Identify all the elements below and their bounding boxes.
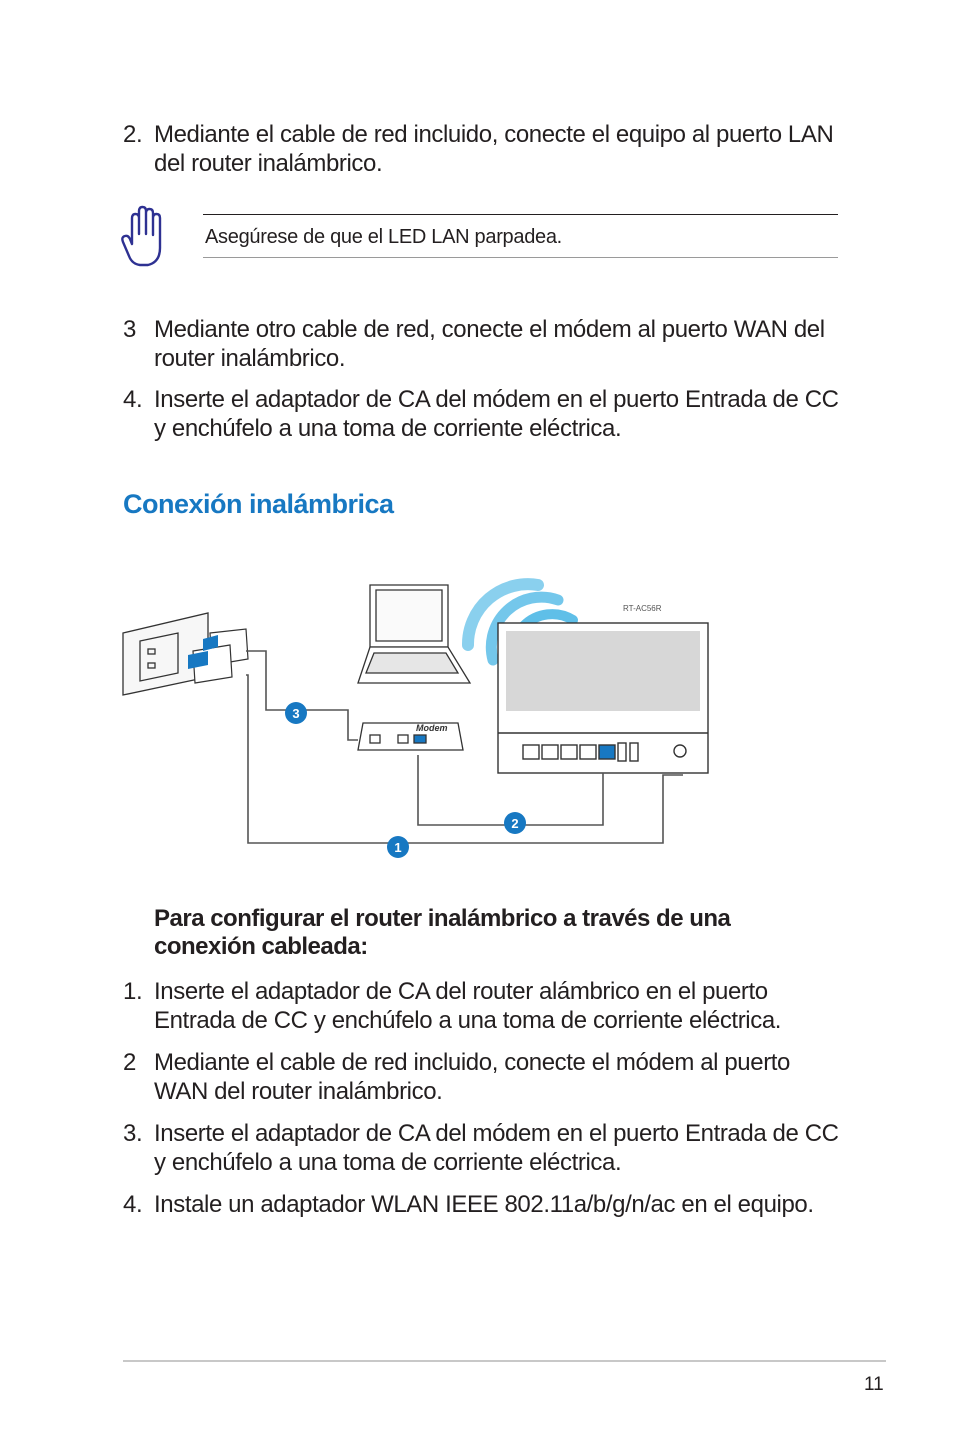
- router-label: RT-AC56R: [623, 604, 662, 613]
- step-number: 3.: [123, 1120, 143, 1147]
- section-heading: Conexión inalámbrica: [123, 489, 394, 519]
- modem-label: Modem: [416, 723, 448, 733]
- step-text: Mediante el cable de red incluido, conecte el módem al puerto WAN del router inalámbrico.: [154, 1049, 790, 1105]
- router-icon: [498, 623, 708, 773]
- step-item: [123, 385, 843, 443]
- callout-label: 2: [511, 816, 519, 831]
- footer-rule: [123, 1360, 886, 1362]
- step-text: Inserte el adaptador de CA del router alámbrico en el puerto Entrada de CC y enchúfelo a una toma de corriente eléctrica.: [154, 978, 782, 1034]
- step-text: Instale un adaptador WLAN IEEE 802.11a/b/g/n/ac en el equipo.: [154, 1191, 814, 1218]
- callout-marker: [504, 812, 526, 834]
- subheading: Para configurar el router inalámbrico a través de una conexión cableada:: [154, 905, 731, 960]
- step-text: Mediante el cable de red incluido, conecte el equipo al puerto LAN del router inalámbrico.: [154, 121, 834, 177]
- step-text: Inserte el adaptador de CA del módem en el puerto Entrada de CC y enchúfelo a una toma de corriente eléctrica.: [154, 1120, 839, 1176]
- step-item: [123, 1119, 843, 1177]
- step-number: 2.: [123, 121, 143, 148]
- callout-label: 3: [292, 706, 300, 721]
- step-item: [123, 977, 843, 1035]
- note-bottom-rule: [203, 257, 838, 258]
- step-item: [123, 1048, 843, 1106]
- callout-label: 1: [394, 840, 402, 855]
- step-text: Mediante otro cable de red, conecte el módem al puerto WAN del router inalámbrico.: [154, 316, 825, 372]
- step-number: 4.: [123, 1191, 143, 1218]
- page-number: 11: [864, 1374, 884, 1395]
- note-top-rule: [203, 214, 838, 215]
- connection-diagram: [118, 575, 718, 860]
- step-number: 1.: [123, 978, 143, 1005]
- hand-stop-icon: [118, 204, 170, 270]
- note-text: Asegúrese de que el LED LAN parpadea.: [205, 226, 562, 248]
- step-item: [123, 120, 843, 178]
- step-number: 2: [123, 1049, 136, 1076]
- step-number: 4.: [123, 386, 143, 413]
- step-item: [123, 1190, 843, 1219]
- step-text: Inserte el adaptador de CA del módem en el puerto Entrada de CC y enchúfelo a una toma de corriente eléctrica.: [154, 386, 839, 442]
- step-item: [123, 315, 843, 373]
- step-number: 3: [123, 316, 136, 343]
- callout-marker: [285, 702, 307, 724]
- laptop-icon: [358, 585, 470, 683]
- callout-marker: [387, 836, 409, 858]
